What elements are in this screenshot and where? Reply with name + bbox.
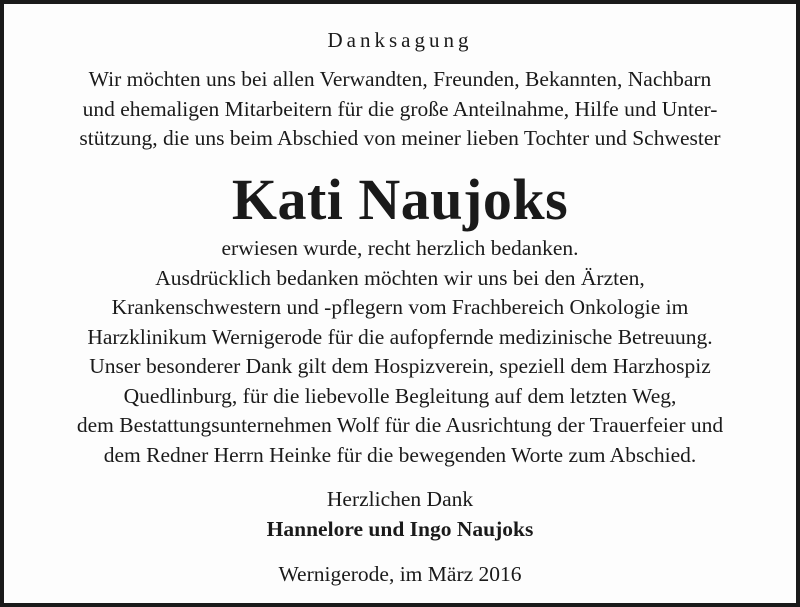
intro-line: Wir möchten uns bei allen Verwandten, Freunden, Bekannten, Nachbarn <box>88 67 712 91</box>
intro-line: stützung, die uns beim Abschied von meiner lieben Tochter und Schwester <box>79 126 721 150</box>
body-line: erwiesen wurde, recht herzlich bedanken. <box>221 236 579 260</box>
signers-names: Hannelore und Ingo Naujoks <box>266 517 534 541</box>
body-line: dem Redner Herrn Heinke für die bewegenden Worte zum Abschied. <box>103 442 697 467</box>
place-date: Wernigerode, im März 2016 <box>278 562 522 586</box>
notice-heading: Danksagung <box>327 28 473 52</box>
body-line: Quedlinburg, für die liebevolle Begleitung auf dem letzten Weg, <box>123 383 677 408</box>
body-paragraph <box>4 234 796 470</box>
intro-paragraph <box>4 65 796 154</box>
body-line: Krankenschwestern und -pflegern vom Frachbereich Onkologie im <box>111 295 689 319</box>
body-line: Unser besonderer Dank gilt dem Hospizverein, speziell dem Harzhospiz <box>89 354 711 378</box>
intro-line: und ehemaligen Mitarbeitern für die große Anteilnahme, Hilfe und Unter- <box>82 96 718 121</box>
body-line: Ausdrücklich bedanken möchten wir uns bei den Ärzten, <box>155 265 645 290</box>
deceased-name: Kati Naujoks <box>231 167 569 232</box>
closing-phrase: Herzlichen Dank <box>326 487 474 511</box>
body-line: dem Bestattungsunternehmen Wolf für die Ausrichtung der Trauerfeier und <box>76 413 724 437</box>
body-line: Harzklinikum Wernigerode für die aufopfernde medizinische Betreuung. <box>87 324 713 349</box>
